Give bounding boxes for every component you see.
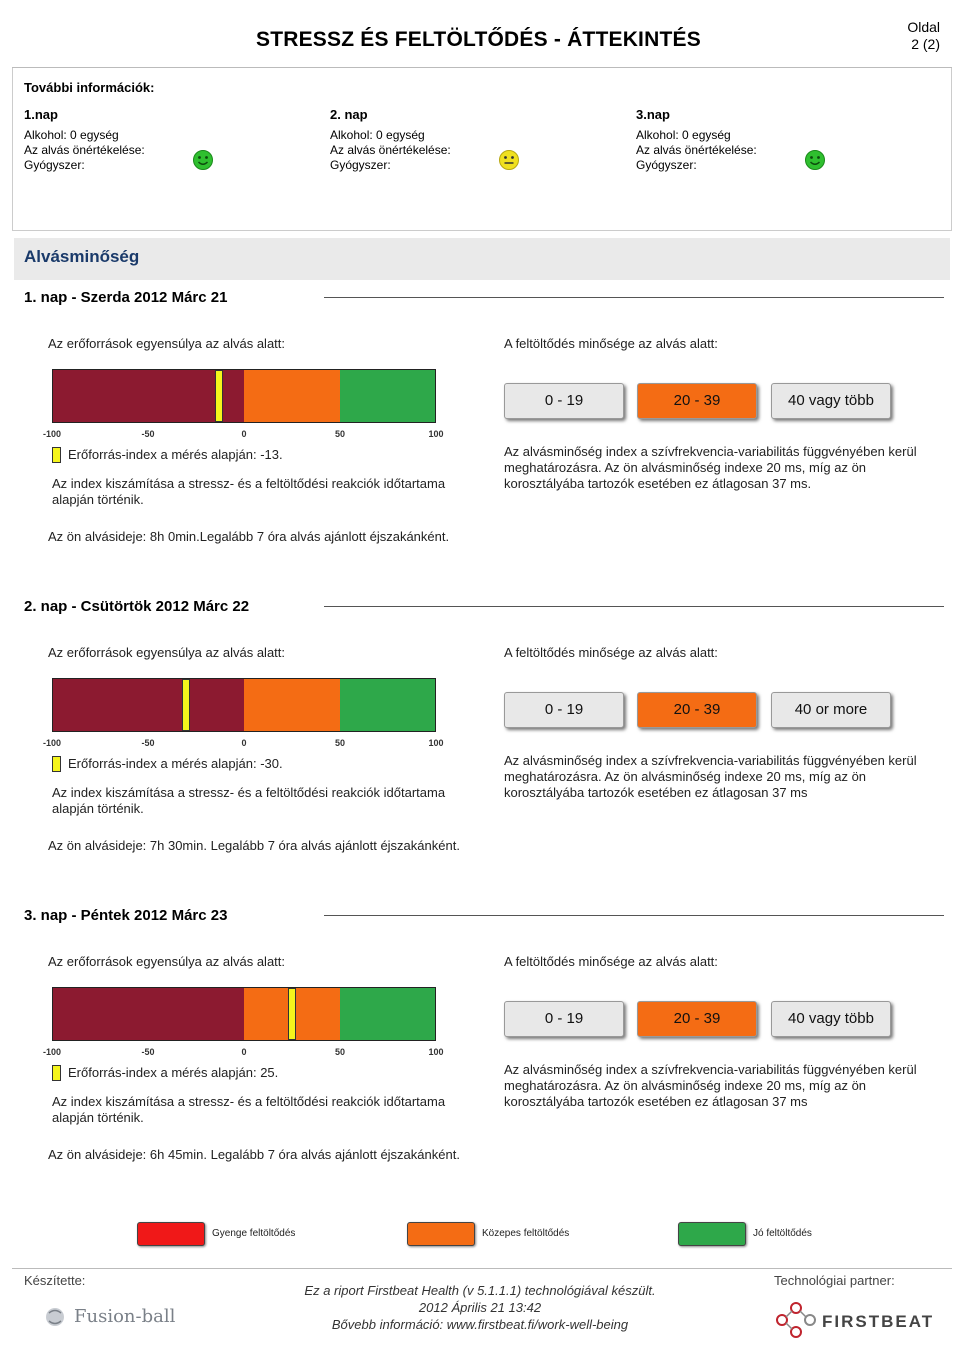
info-day-1 (24, 107, 324, 173)
resource-balance-bar (52, 678, 436, 732)
axis-tick-label: 0 (241, 738, 247, 748)
partner-label: Technológiai partner: (774, 1273, 895, 1288)
fusion-ball-logo (40, 1300, 180, 1334)
legend-medium-label: Közepes feltöltődés (482, 1228, 570, 1239)
resource-index-text: Erőforrás-index a mérés alapján: -30. (68, 756, 283, 771)
night-title-divider (324, 915, 944, 916)
index-note-text: Az index kiszámítása a stressz- és a feltöltődési reakciók időtartama alapján történik. (52, 1094, 446, 1125)
quality-text: Az alvásminőség index a szívfrekvencia-variabilitás függvényében kerül meghatározásra. Az ön alvásminőség indexe 20 ms, míg az ön korosztályába tartozók esetében ez átlagosan 37 ms (504, 753, 917, 800)
resource-index-text: Erőforrás-index a mérés alapján: -13. (68, 447, 283, 462)
quality-label: A feltöltődés minősége az alvás alatt: (504, 336, 718, 351)
quality-label: A feltöltődés minősége az alvás alatt: (504, 645, 718, 660)
info-day-heading: 2. nap (330, 107, 368, 122)
balance-segment-medium (244, 370, 340, 422)
legend-weak-label: Gyenge feltöltődés (212, 1228, 296, 1239)
night-title: 2. nap - Csütörtök 2012 Márc 22 (24, 598, 250, 615)
quality-text: Az alvásminőség index a szívfrekvencia-variabilitás függvényében kerül meghatározásra. Az ön alvásminőség indexe 20 ms, míg az ön korosztályába tartozók esetében ez átlagosan 37 ms. (504, 444, 917, 491)
axis-tick-label: 50 (334, 429, 346, 439)
page-label: Oldal (907, 19, 940, 35)
axis-tick-label: 0 (241, 1047, 247, 1057)
info-day-heading: 1.nap (24, 107, 58, 122)
medicine-text: Gyógyszer: (24, 158, 85, 172)
alcohol-text: Alkohol: 0 egység (330, 128, 425, 142)
quality-range-button-1[interactable]: 0 - 19 (504, 692, 624, 728)
index-note-text: Az index kiszámítása a stressz- és a feltöltődési reakciók időtartama alapján történik. (52, 785, 446, 816)
happy-face-icon (192, 149, 214, 171)
firstbeat-logo-icon (772, 1298, 822, 1342)
balance-segment-good (340, 988, 436, 1040)
resource-index-legend-icon (52, 756, 61, 772)
axis-tick-label: -100 (42, 429, 62, 439)
axis-tick-label: -50 (141, 429, 155, 439)
balance-label: Az erőforrások egyensúlya az alvás alatt: (48, 954, 286, 969)
footer-line-1: Ez a riport Firstbeat Health (v 5.1.1.1) technológiával készült. (304, 1283, 656, 1298)
made-by-label: Készítette: (24, 1273, 86, 1288)
sleep-eval-text: Az alvás önértékelése: (636, 143, 757, 157)
balance-segment-stress (53, 679, 244, 731)
resource-balance-bar (52, 987, 436, 1041)
quality-range-button-1[interactable]: 0 - 19 (504, 1001, 624, 1037)
balance-segment-medium (244, 679, 340, 731)
night-title: 3. nap - Péntek 2012 Márc 23 (24, 907, 228, 924)
neutral-face-icon (498, 149, 520, 171)
axis-tick-label: 0 (241, 429, 247, 439)
legend-medium-swatch (407, 1222, 475, 1246)
night-title: 1. nap - Szerda 2012 Márc 21 (24, 289, 228, 306)
resource-index-marker (215, 370, 223, 422)
legend-good-swatch (678, 1222, 746, 1246)
axis-tick-label: 50 (334, 738, 346, 748)
balance-axis (42, 429, 452, 443)
page-number: 2 (2) (911, 36, 940, 52)
index-note-text: Az index kiszámítása a stressz- és a feltöltődési reakciók időtartama alapján történik. (52, 476, 446, 507)
night-title-divider (324, 297, 944, 298)
footer-date: 2012 Április 21 13:42 (418, 1300, 542, 1315)
balance-segment-stress (53, 988, 244, 1040)
sleep-eval-text: Az alvás önértékelése: (330, 143, 451, 157)
info-day-heading: 3.nap (636, 107, 670, 122)
section-title: Alvásminőség (24, 247, 140, 266)
balance-axis (42, 1047, 452, 1061)
info-day-3 (636, 107, 936, 173)
balance-segment-good (340, 370, 436, 422)
axis-tick-label: 100 (428, 429, 444, 439)
axis-tick-label: 100 (428, 738, 444, 748)
quality-range-button-3[interactable]: 40 vagy több (771, 383, 891, 419)
axis-tick-label: -100 (42, 1047, 62, 1057)
axis-tick-label: -100 (42, 738, 62, 748)
footer-divider (12, 1268, 952, 1269)
happy-face-icon (804, 149, 826, 171)
info-title: További információk: (24, 80, 155, 95)
balance-axis (42, 738, 452, 752)
resource-balance-bar (52, 369, 436, 423)
medicine-text: Gyógyszer: (636, 158, 697, 172)
firstbeat-logo (772, 1298, 947, 1342)
legend-good-label: Jó feltöltődés (753, 1228, 812, 1239)
axis-tick-label: -50 (141, 738, 155, 748)
info-day-2 (330, 107, 630, 173)
legend-weak-swatch (137, 1222, 205, 1246)
quality-range-button-3[interactable]: 40 or more (771, 692, 891, 728)
quality-range-button-3[interactable]: 40 vagy több (771, 1001, 891, 1037)
resource-index-legend-icon (52, 1065, 61, 1081)
alcohol-text: Alkohol: 0 egység (24, 128, 119, 142)
axis-tick-label: -50 (141, 1047, 155, 1057)
resource-index-marker (288, 988, 296, 1040)
firstbeat-logo-text: FIRSTBEAT (822, 1312, 935, 1331)
alcohol-text: Alkohol: 0 egység (636, 128, 731, 142)
quality-text: Az alvásminőség index a szívfrekvencia-variabilitás függvényében kerül meghatározásra. Az ön alvásminőség indexe 20 ms, míg az ön korosztályába tartozók esetében ez átlagosan 37 ms (504, 1062, 917, 1109)
axis-tick-label: 50 (334, 1047, 346, 1057)
balance-label: Az erőforrások egyensúlya az alvás alatt: (48, 645, 286, 660)
quality-range-button-2[interactable]: 20 - 39 (637, 692, 757, 728)
quality-label: A feltöltődés minősége az alvás alatt: (504, 954, 718, 969)
quality-range-button-2[interactable]: 20 - 39 (637, 1001, 757, 1037)
sleep-time-text: Az ön alvásideje: 7h 30min. Legalább 7 óra alvás ajánlott éjszakánként. (48, 838, 460, 853)
fusion-ball-logo-icon (40, 1302, 70, 1332)
sleep-time-text: Az ön alvásideje: 6h 45min. Legalább 7 óra alvás ajánlott éjszakánként. (48, 1147, 460, 1162)
footer-info-link[interactable]: Bővebb információ: www.firstbeat.fi/work-well-being (331, 1317, 629, 1332)
balance-label: Az erőforrások egyensúlya az alvás alatt: (48, 336, 286, 351)
report-title: STRESSZ ÉS FELTÖLTŐDÉS - ÁTTEKINTÉS (256, 28, 701, 51)
quality-range-button-2[interactable]: 20 - 39 (637, 383, 757, 419)
quality-range-button-1[interactable]: 0 - 19 (504, 383, 624, 419)
night-title-divider (324, 606, 944, 607)
medicine-text: Gyógyszer: (330, 158, 391, 172)
resource-index-legend-icon (52, 447, 61, 463)
page-indicator (880, 19, 940, 53)
resource-index-text: Erőforrás-index a mérés alapján: 25. (68, 1065, 279, 1080)
sleep-time-text: Az ön alvásideje: 8h 0min.Legalább 7 óra alvás ajánlott éjszakánként. (48, 529, 450, 544)
fusion-ball-logo-text: Fusion-ball (74, 1306, 176, 1327)
footer-center (250, 1282, 710, 1333)
balance-segment-good (340, 679, 436, 731)
resource-index-marker (182, 679, 190, 731)
axis-tick-label: 100 (428, 1047, 444, 1057)
section-band (14, 238, 950, 280)
sleep-eval-text: Az alvás önértékelése: (24, 143, 145, 157)
